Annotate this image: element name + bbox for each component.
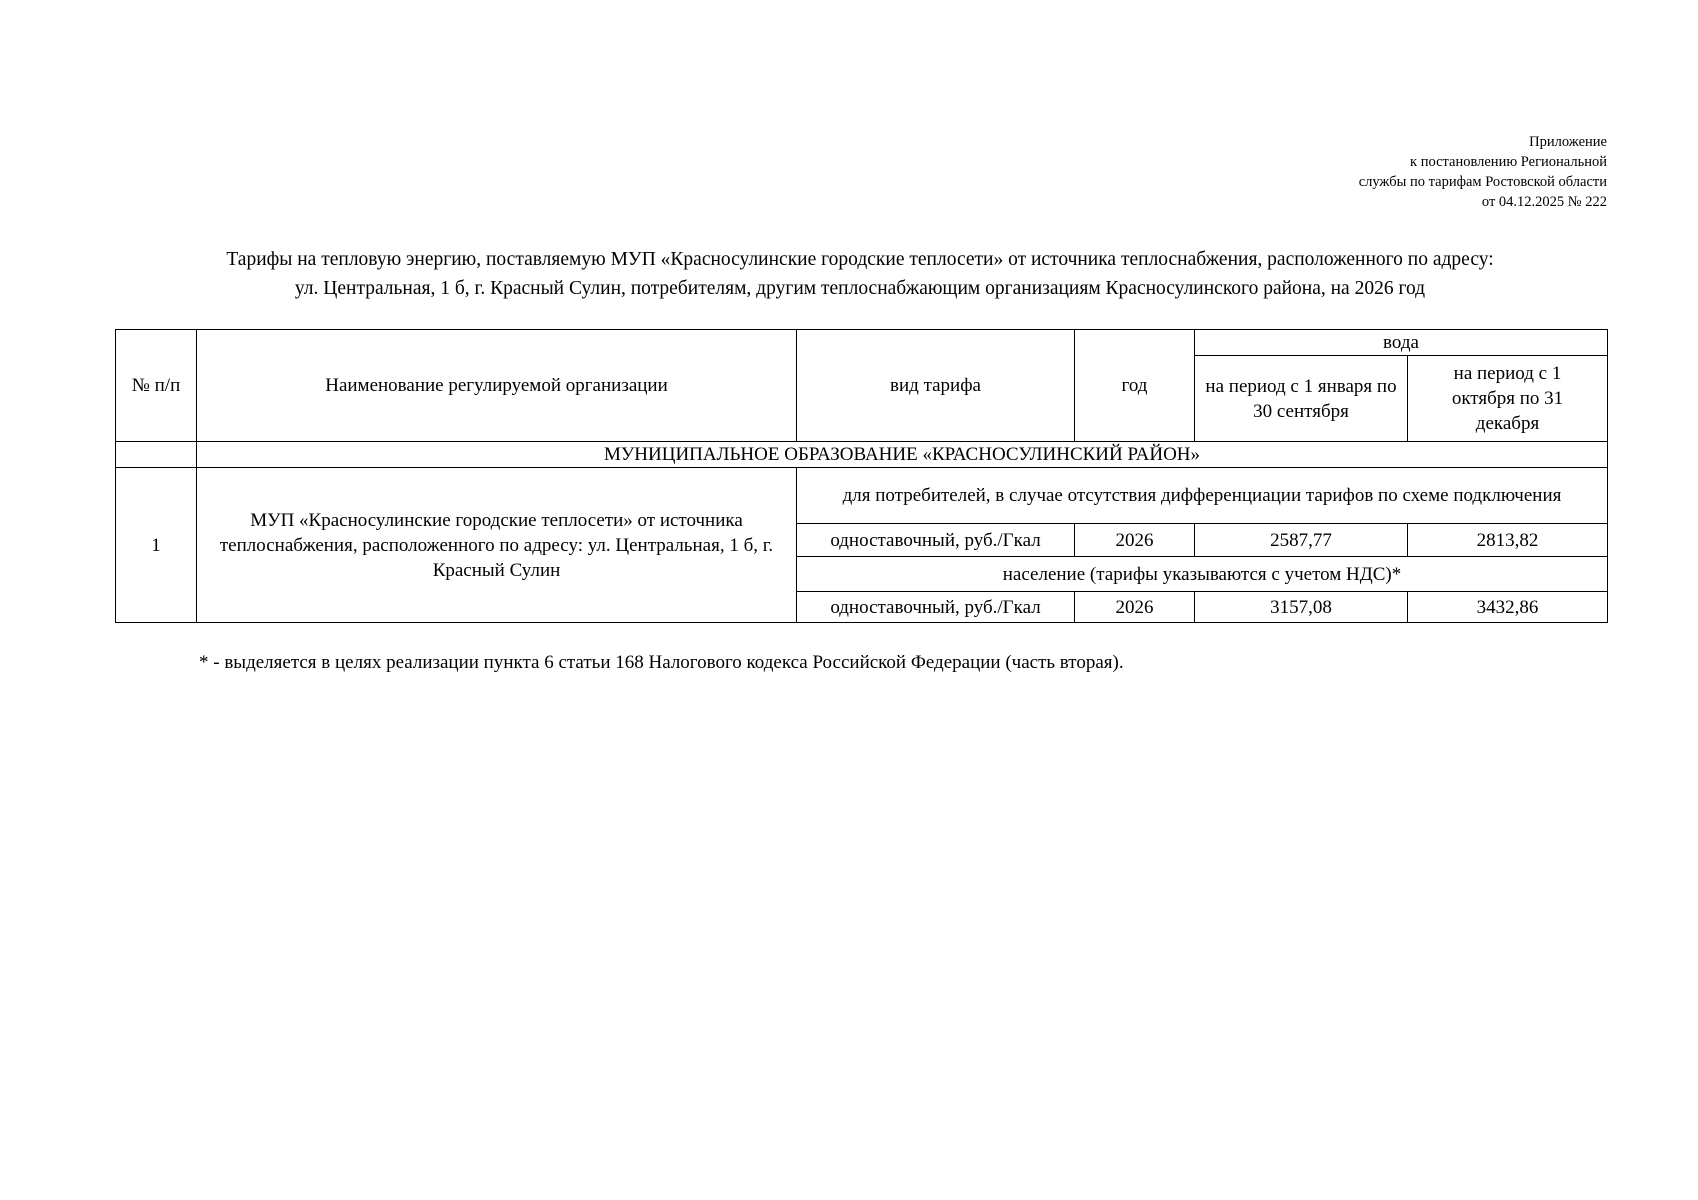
municipality-name: МУНИЦИПАЛЬНОЕ ОБРАЗОВАНИЕ «КРАСНОСУЛИНСКИЙ РАЙОН»	[197, 442, 1608, 468]
consumers-year: 2026	[1075, 524, 1195, 557]
population-period-1-value: 3157,08	[1195, 592, 1408, 623]
appendix-line-3: службы по тарифам Ростовской области	[1358, 174, 1607, 190]
header-water: вода	[1195, 330, 1608, 356]
title-line-1: Тарифы на тепловую энергию, поставляемую МУП «Красносулинские городские теплосети» от источника теплоснабжения, расположенного по адресу:	[226, 249, 1494, 270]
organization-name: МУП «Красносулинские городские теплосети» от источника теплоснабжения, расположенного по адресу: ул. Центральная, 1 б, г. Красный Сулин	[197, 468, 797, 623]
appendix-line-1: Приложение	[1529, 134, 1607, 150]
header-num: № п/п	[116, 330, 197, 442]
consumers-label: для потребителей, в случае отсутствия дифференциации тарифов по схеме подключения	[797, 468, 1608, 524]
row-number: 1	[116, 468, 197, 623]
appendix-line-4: от 04.12.2025 № 222	[1481, 194, 1607, 210]
municipality-num-empty	[116, 442, 197, 468]
population-label: население (тарифы указываются с учетом НДС)*	[797, 557, 1608, 592]
footnote: * - выделяется в целях реализации пункта 6 статьи 168 Налогового кодекса Российской Федерации (часть вторая).	[199, 652, 1124, 673]
appendix-line-2: к постановлению Региональной	[1410, 154, 1607, 170]
header-org-name: Наименование регулируемой организации	[197, 330, 797, 442]
population-period-2-value: 3432,86	[1408, 592, 1608, 623]
document-title	[115, 245, 1605, 303]
appendix-block	[1359, 132, 1607, 212]
municipality-row	[116, 442, 1608, 468]
title-line-2: ул. Центральная, 1 б, г. Красный Сулин, потребителям, другим теплоснабжающим организациям Красносулинского района, на 2026 год	[294, 278, 1426, 299]
header-period-1: на период с 1 января по 30 сентября	[1195, 356, 1408, 442]
header-tariff-type: вид тарифа	[797, 330, 1075, 442]
consumers-period-2-value: 2813,82	[1408, 524, 1608, 557]
consumers-label-row	[116, 468, 1608, 524]
header-year: год	[1075, 330, 1195, 442]
tariff-table	[115, 329, 1608, 623]
population-tariff-type: одноставочный, руб./Гкал	[797, 592, 1075, 623]
population-year: 2026	[1075, 592, 1195, 623]
table-header-row	[116, 330, 1608, 356]
consumers-period-1-value: 2587,77	[1195, 524, 1408, 557]
header-period-2: на период с 1 октября по 31 декабря	[1408, 356, 1608, 442]
consumers-tariff-type: одноставочный, руб./Гкал	[797, 524, 1075, 557]
